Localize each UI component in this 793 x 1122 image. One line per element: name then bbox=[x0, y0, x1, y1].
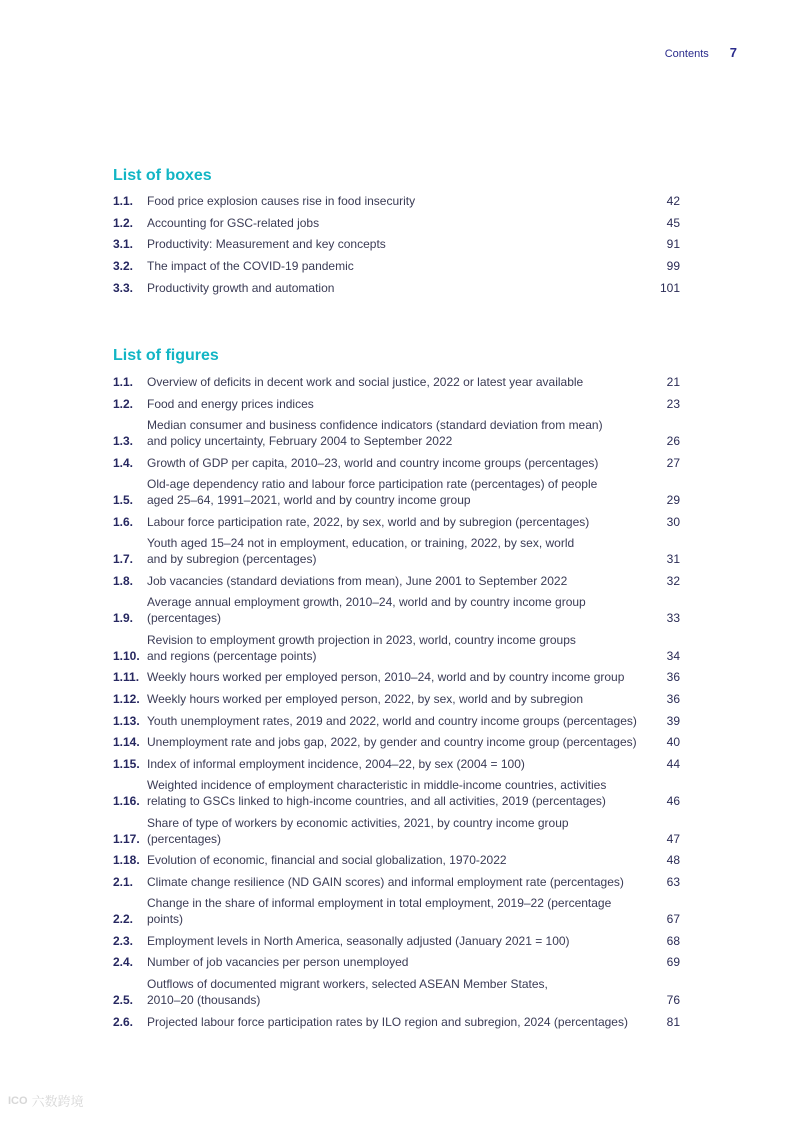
box-entry-page: 45 bbox=[666, 215, 680, 230]
figure-entry-page: 47 bbox=[666, 831, 680, 846]
figure-entry-page: 39 bbox=[666, 713, 680, 728]
watermark bbox=[8, 1091, 84, 1110]
box-entry-title: The impact of the COVID-19 pandemic bbox=[147, 259, 354, 274]
box-entry-title: Accounting for GSC-related jobs bbox=[147, 215, 320, 230]
figure-entry[interactable] bbox=[113, 374, 680, 390]
figure-entry-page: 67 bbox=[666, 912, 680, 927]
list-of-boxes-title: List of boxes bbox=[113, 167, 212, 184]
figure-entry[interactable] bbox=[113, 933, 680, 949]
figure-entry-number: 1.16. bbox=[113, 794, 140, 809]
list-of-figures-title: List of figures bbox=[113, 347, 219, 364]
figure-entry[interactable] bbox=[113, 756, 680, 772]
box-entry-page: 42 bbox=[666, 194, 680, 208]
figure-entry-number: 1.4. bbox=[113, 455, 134, 470]
figure-entry-page: 23 bbox=[666, 396, 680, 411]
figure-entry-page: 30 bbox=[666, 514, 680, 529]
figure-entry-title: Unemployment rate and jobs gap, 2022, by gender and country income group (percentages) bbox=[147, 735, 637, 750]
list-of-figures bbox=[113, 374, 680, 1035]
watermark-logo-icon: ICO bbox=[8, 1094, 28, 1107]
figure-entry[interactable] bbox=[113, 632, 680, 664]
box-entry-number: 3.3. bbox=[113, 280, 134, 295]
box-entry[interactable] bbox=[113, 193, 680, 209]
figure-entry-page: 36 bbox=[666, 670, 680, 685]
figure-entry-page: 69 bbox=[666, 955, 680, 970]
figure-entry[interactable] bbox=[113, 594, 680, 626]
figure-entry-page: 46 bbox=[666, 794, 680, 809]
figure-entry-number: 2.3. bbox=[113, 933, 134, 948]
figure-entry[interactable] bbox=[113, 455, 680, 471]
figure-entry-page: 21 bbox=[666, 375, 680, 389]
figure-entry-title: Climate change resilience (ND GAIN scores) and informal employment rate (percentages) bbox=[147, 874, 624, 889]
figure-entry-title: Employment levels in North America, seasonally adjusted (January 2021 = 100) bbox=[147, 933, 570, 948]
figure-entry-title: Outflows of documented migrant workers, selected ASEAN Member States, 2010–20 (thousands) bbox=[147, 977, 548, 1008]
figure-entry-number: 1.15. bbox=[113, 756, 140, 771]
figure-entry[interactable] bbox=[113, 691, 680, 707]
figure-entry-title: Number of job vacancies per person unemployed bbox=[147, 955, 409, 970]
box-entry-number: 3.2. bbox=[113, 259, 134, 274]
figure-entry-page: 33 bbox=[666, 611, 680, 626]
box-entry-page: 99 bbox=[666, 259, 680, 274]
figure-entry-page: 63 bbox=[666, 874, 680, 889]
figure-entry[interactable] bbox=[113, 396, 680, 412]
figure-entry-title: Weekly hours worked per employed person, 2010–24, world and by country income group bbox=[147, 670, 625, 685]
watermark-text: 六数跨境 bbox=[31, 1094, 84, 1109]
figure-entry-page: 34 bbox=[666, 648, 680, 663]
figure-entry[interactable] bbox=[113, 976, 680, 1008]
figure-entry-title: Share of type of workers by economic activities, 2021, by country income group (percentages) bbox=[147, 815, 569, 846]
figure-entry-page: 40 bbox=[666, 735, 680, 750]
figure-entry[interactable] bbox=[113, 476, 680, 508]
figure-entry-page: 31 bbox=[666, 552, 680, 567]
figure-entry-title: Weekly hours worked per employed person, 2022, by sex, world and by subregion bbox=[147, 692, 584, 707]
figure-entry-page: 29 bbox=[666, 493, 680, 508]
figure-entry[interactable] bbox=[113, 535, 680, 567]
figure-entry-number: 1.12. bbox=[113, 692, 140, 707]
figure-entry-page: 44 bbox=[666, 756, 680, 771]
figure-entry[interactable] bbox=[113, 895, 680, 927]
figure-entry[interactable] bbox=[113, 669, 680, 685]
box-entry-number: 1.2. bbox=[113, 215, 134, 230]
figure-entry[interactable] bbox=[113, 514, 680, 530]
figure-entry[interactable] bbox=[113, 573, 680, 589]
figure-entry-title: Median consumer and business confidence indicators (standard deviation from mean) and policy uncertainty, February 2004 to September 2022 bbox=[147, 418, 603, 449]
figure-entry-title: Job vacancies (standard deviations from mean), June 2001 to September 2022 bbox=[147, 573, 568, 588]
figure-entry-page: 48 bbox=[666, 853, 680, 868]
figure-entry-number: 1.6. bbox=[113, 514, 134, 529]
figure-entry-title: Average annual employment growth, 2010–24, world and by country income group (percentages) bbox=[147, 595, 586, 626]
figure-entry[interactable] bbox=[113, 713, 680, 729]
figure-entry-number: 1.8. bbox=[113, 573, 134, 588]
figure-entry[interactable] bbox=[113, 874, 680, 890]
figure-entry-title: Food and energy prices indices bbox=[147, 396, 314, 411]
figure-entry-title: Index of informal employment incidence, 2004–22, by sex (2004 = 100) bbox=[147, 756, 525, 771]
figure-entry-page: 68 bbox=[666, 933, 680, 948]
figure-entry-title: Growth of GDP per capita, 2010–23, world and country income groups (percentages) bbox=[147, 455, 599, 470]
box-entry[interactable] bbox=[113, 280, 680, 296]
figure-entry-page: 32 bbox=[666, 573, 680, 588]
box-entry[interactable] bbox=[113, 215, 680, 231]
figure-entry-number: 1.14. bbox=[113, 735, 140, 750]
figure-entry-title: Revision to employment growth projection in 2023, world, country income groups and regions (percentage points) bbox=[147, 632, 576, 663]
figure-entry-page: 36 bbox=[666, 692, 680, 707]
figure-entry-title: Evolution of economic, financial and social globalization, 1970-2022 bbox=[147, 853, 507, 868]
figure-entry-number: 1.5. bbox=[113, 493, 134, 508]
header-page-number: 7 bbox=[729, 45, 737, 60]
figure-entry-number: 2.6. bbox=[113, 1014, 134, 1029]
figure-entry-number: 1.9. bbox=[113, 611, 134, 626]
box-entry[interactable] bbox=[113, 236, 680, 252]
figure-entry-number: 1.7. bbox=[113, 552, 134, 567]
figure-entry-number: 1.2. bbox=[113, 396, 134, 411]
figure-entry[interactable] bbox=[113, 417, 680, 449]
figure-entry-number: 1.1. bbox=[113, 375, 134, 389]
figure-entry[interactable] bbox=[113, 1014, 680, 1030]
figure-entry-number: 1.18. bbox=[113, 853, 140, 868]
figure-entry[interactable] bbox=[113, 777, 680, 809]
figure-entry-number: 1.3. bbox=[113, 434, 134, 449]
figure-entry-title: Change in the share of informal employment in total employment, 2019–22 (percentage points) bbox=[147, 896, 612, 927]
figure-entry-page: 27 bbox=[666, 455, 680, 470]
box-entry-title: Productivity: Measurement and key concepts bbox=[147, 237, 386, 252]
figure-entry-page: 76 bbox=[666, 993, 680, 1008]
figure-entry-title: Weighted incidence of employment characteristic in middle-income countries, activities relating to GSCs linked to high-income countries, and all activities, 2019 (percentages) bbox=[147, 778, 607, 809]
box-entry-page: 101 bbox=[659, 280, 680, 295]
figure-entry-title: Overview of deficits in decent work and social justice, 2022 or latest year available bbox=[147, 375, 584, 389]
box-entry-title: Productivity growth and automation bbox=[147, 280, 335, 295]
figure-entry-number: 1.13. bbox=[113, 713, 140, 728]
page-header bbox=[665, 45, 737, 60]
figure-entry-number: 2.1. bbox=[113, 874, 134, 889]
figure-entry-page: 81 bbox=[666, 1014, 680, 1029]
figure-entry[interactable] bbox=[113, 734, 680, 750]
figure-entry-page: 26 bbox=[666, 434, 680, 449]
figure-entry-title: Youth unemployment rates, 2019 and 2022, world and country income groups (percentages) bbox=[147, 713, 637, 728]
figure-entry-number: 1.17. bbox=[113, 831, 140, 846]
figure-entry-number: 1.10. bbox=[113, 648, 140, 663]
list-of-boxes bbox=[113, 193, 680, 301]
figure-entry-number: 2.2. bbox=[113, 912, 134, 927]
box-entry-page: 91 bbox=[666, 237, 680, 252]
box-entry-number: 3.1. bbox=[113, 237, 134, 252]
figure-entry[interactable] bbox=[113, 852, 680, 868]
figure-entry-title: Labour force participation rate, 2022, by sex, world and by subregion (percentages) bbox=[147, 514, 590, 529]
box-entry[interactable] bbox=[113, 258, 680, 274]
figure-entry[interactable] bbox=[113, 954, 680, 970]
figure-entry-number: 2.5. bbox=[113, 993, 134, 1008]
box-entry-title: Food price explosion causes rise in food insecurity bbox=[147, 194, 416, 208]
header-section-label: Contents bbox=[664, 48, 709, 60]
figure-entry-number: 2.4. bbox=[113, 955, 134, 970]
figure-entry-number: 1.11. bbox=[113, 670, 140, 685]
figure-entry[interactable] bbox=[113, 815, 680, 847]
figure-entry-title: Youth aged 15–24 not in employment, education, or training, 2022, by sex, world and by subregion (percentages) bbox=[147, 536, 575, 567]
figure-entry-title: Projected labour force participation rates by ILO region and subregion, 2024 (percentages) bbox=[147, 1014, 628, 1029]
box-entry-number: 1.1. bbox=[113, 194, 134, 208]
figure-entry-title: Old-age dependency ratio and labour force participation rate (percentages) of people aged 25–64, 1991–2021, world and by country income group bbox=[147, 477, 598, 508]
